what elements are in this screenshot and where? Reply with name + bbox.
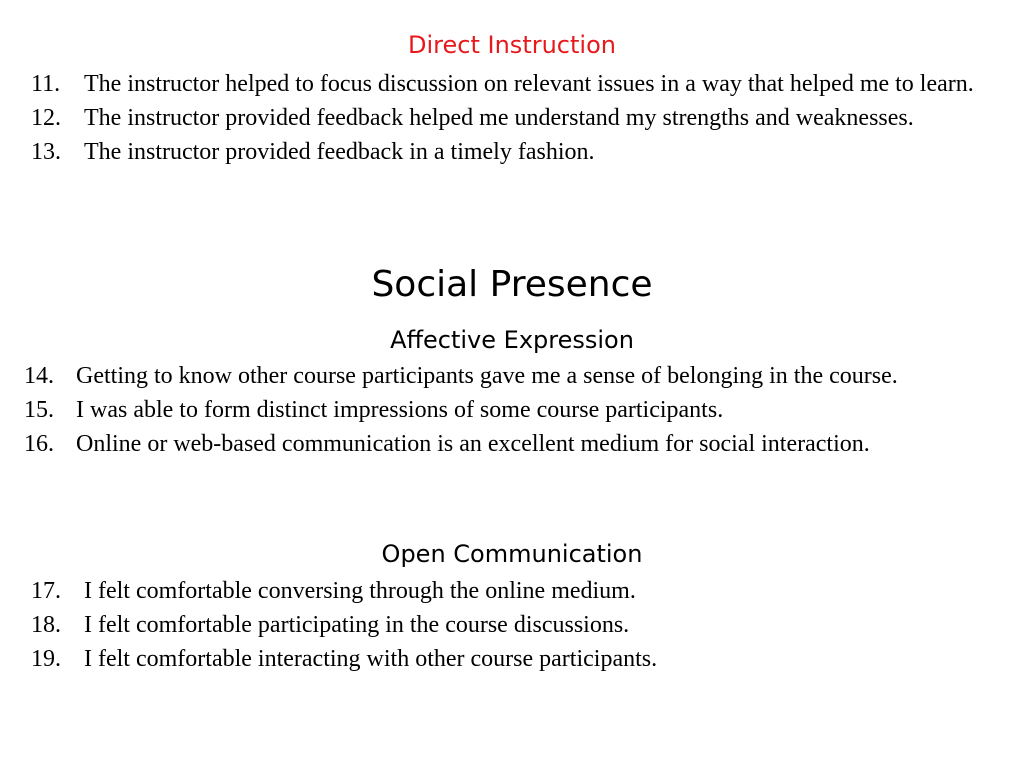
social-presence-title: Social Presence bbox=[371, 264, 653, 305]
item-text: The instructor provided feedback helped me understand my strengths and weaknesses. bbox=[84, 105, 914, 131]
item-text: I was able to form distinct impressions of some course participants. bbox=[76, 397, 724, 423]
item-text: I felt comfortable participating in the course discussions. bbox=[84, 612, 630, 638]
list-item bbox=[0, 646, 1024, 672]
item-number: 14. bbox=[24, 363, 54, 389]
list-item bbox=[0, 363, 1024, 389]
item-number: 13. bbox=[31, 139, 61, 165]
item-text: Getting to know other course participants gave me a sense of belonging in the course. bbox=[76, 363, 898, 389]
item-number: 11. bbox=[31, 71, 61, 97]
list-item bbox=[0, 578, 1024, 604]
list-item bbox=[0, 397, 1024, 423]
list-item bbox=[0, 105, 1024, 131]
item-text: I felt comfortable interacting with other course participants. bbox=[84, 646, 658, 672]
direct-instruction-list bbox=[0, 71, 1024, 173]
list-item bbox=[0, 139, 1024, 165]
affective-expression-list bbox=[0, 363, 1024, 465]
direct-instruction-heading: Direct Instruction bbox=[408, 31, 616, 59]
item-text: The instructor provided feedback in a timely fashion. bbox=[84, 139, 595, 165]
item-number: 18. bbox=[31, 612, 61, 638]
open-communication-heading: Open Communication bbox=[381, 540, 643, 568]
list-item bbox=[0, 71, 1024, 97]
item-number: 15. bbox=[24, 397, 54, 423]
item-text: Online or web-based communication is an excellent medium for social interaction. bbox=[76, 431, 870, 457]
affective-expression-heading: Affective Expression bbox=[390, 326, 634, 354]
item-text: The instructor helped to focus discussion on relevant issues in a way that helped me to learn. bbox=[84, 71, 974, 97]
open-communication-list bbox=[0, 578, 1024, 680]
list-item bbox=[0, 612, 1024, 638]
item-number: 16. bbox=[24, 431, 54, 457]
item-number: 17. bbox=[31, 578, 61, 604]
item-number: 19. bbox=[31, 646, 61, 672]
list-item bbox=[0, 431, 1024, 457]
item-text: I felt comfortable conversing through the online medium. bbox=[84, 578, 636, 604]
item-number: 12. bbox=[31, 105, 61, 131]
